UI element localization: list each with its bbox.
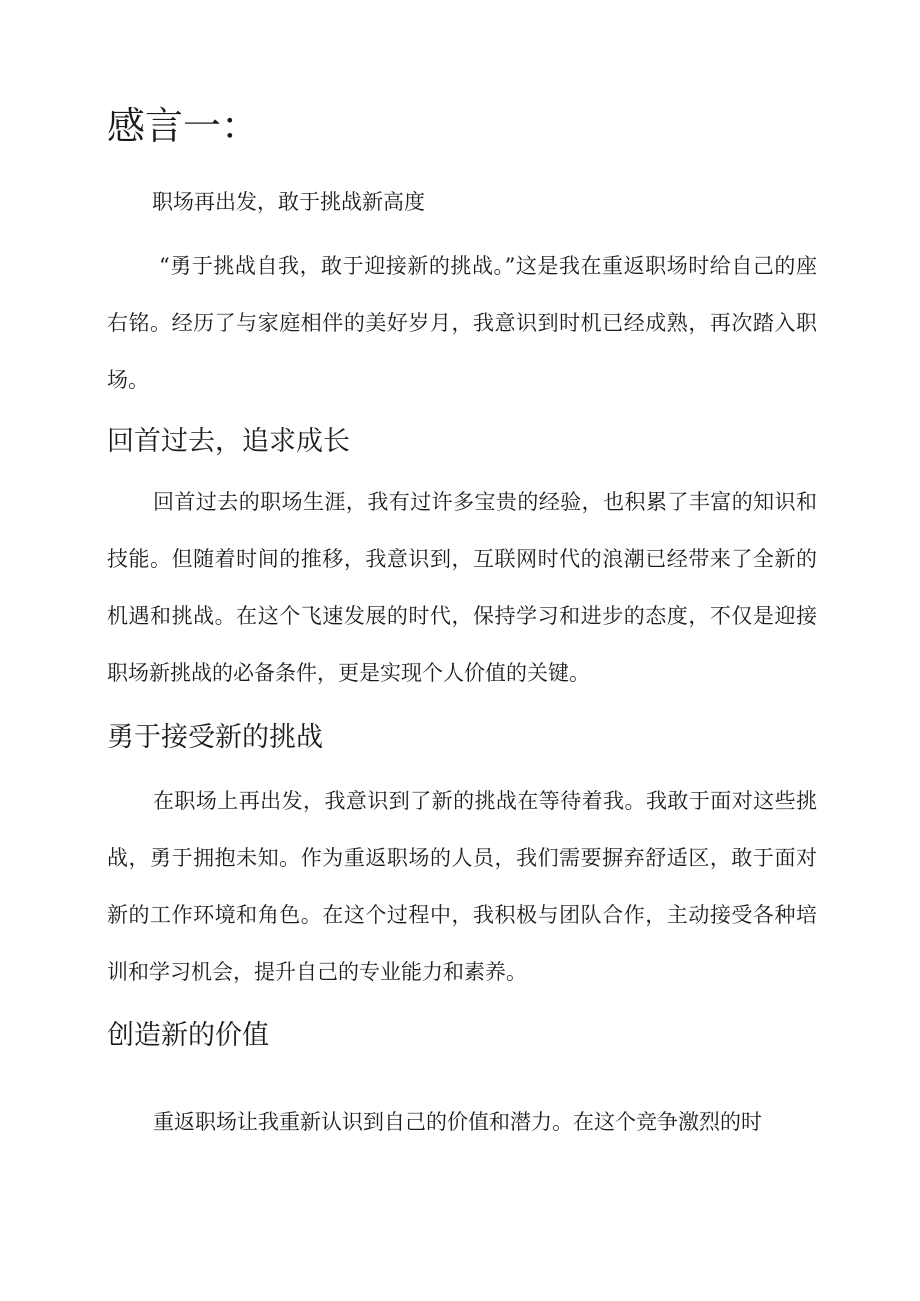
- section-body-new-challenges: 在职场上再出发，我意识到了新的挑战在等待着我。我敢于面对这些挑战，勇于拥抱未知。作为重返职场的人员，我们需要摒弃舒适区，敢于面对新的工作环境和角色。在这个过程中，我积极与团队合作，主动接受各种培训和学习机会，提升自己的专业能力和素养。: [107, 789, 817, 984]
- page-title: 感言一：: [107, 104, 260, 148]
- document-subtitle: 职场再出发，敢于挑战新高度: [152, 190, 425, 214]
- intro-paragraph: “勇于挑战自我，敢于迎接新的挑战。”这是我在重返职场时给自己的座右铭。经历了与家庭相伴的美好岁月，我意识到时机已经成熟，再次踏入职场。: [107, 254, 817, 392]
- section-heading-new-challenges: 勇于接受新的挑战: [107, 722, 323, 753]
- section-body-new-value: 重返职场让我重新认识到自己的价值和潜力。在这个竞争激烈的时: [153, 1110, 762, 1134]
- section-heading-looking-back: 回首过去，追求成长: [107, 426, 350, 457]
- section-body-looking-back: 回首过去的职场生涯，我有过许多宝贵的经验，也积累了丰富的知识和技能。但随着时间的推移，我意识到，互联网时代的浪潮已经带来了全新的机遇和挑战。在这个飞速发展的时代，保持学习和进步的态度，不仅是迎接职场新挑战的必备条件，更是实现个人价值的关键。: [107, 490, 817, 685]
- section-heading-new-value: 创造新的价值: [107, 1020, 269, 1051]
